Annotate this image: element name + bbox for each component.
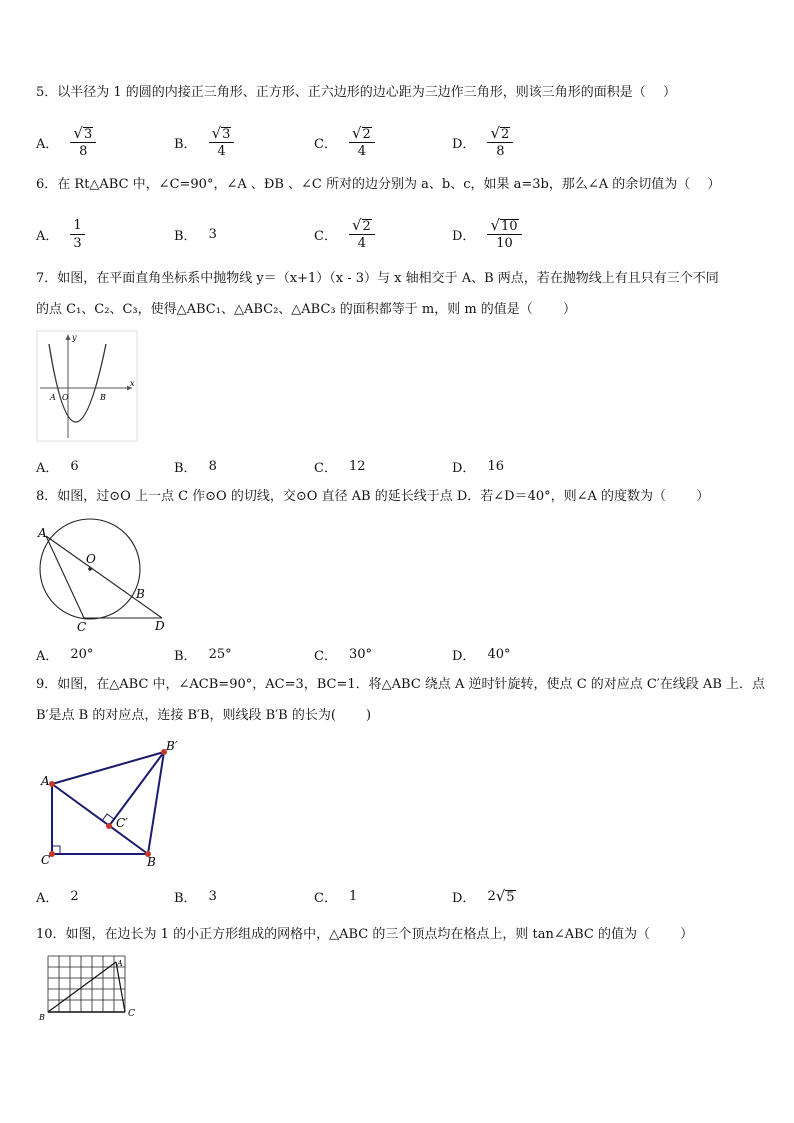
fraction: √ 2 8 (487, 126, 513, 159)
point-a (49, 781, 55, 787)
center-point (88, 567, 92, 571)
label-a: A (41, 774, 50, 788)
segment-b-prime-b (148, 752, 164, 854)
question-7-text-line1: 7．如图，在平面直角坐标系中抛物线 y＝（x+1）（x - 3）与 x 轴相交于 A、B 两点，若在抛物线上有且只有三个不同 (36, 271, 719, 286)
label-d: D (155, 619, 165, 633)
label-a: A (50, 393, 56, 402)
label-c: C (128, 1009, 135, 1019)
option-b[interactable]: B． 25° (174, 646, 232, 664)
question-9-options (36, 876, 756, 916)
label-c: C (77, 620, 87, 634)
label-y: y (72, 333, 77, 342)
option-b[interactable]: B． 8 (174, 458, 217, 476)
label-b: B (39, 1013, 45, 1022)
label-c: C (41, 853, 51, 867)
question-6-options (36, 214, 756, 254)
option-d[interactable]: D． √ 2 8 (452, 122, 513, 162)
label-b: B (136, 587, 145, 601)
option-c[interactable]: C． 12 (314, 458, 366, 476)
circle-tangent-figure (34, 518, 174, 636)
segment-ac (116, 962, 125, 1012)
question-8-options (36, 634, 756, 674)
option-c[interactable]: C． √ 2 4 (314, 122, 375, 162)
figure-frame (37, 331, 137, 441)
rotation-figure (36, 734, 186, 870)
label-b: B (100, 393, 106, 402)
question-8-text: 8．如图，过⊙O 上一点 C 作⊙O 的切线，交⊙O 直径 AB 的延长线于点 D．若∠D＝40°，则∠A 的度数为（ ） (36, 489, 710, 504)
label-b-prime: B′ (166, 739, 178, 753)
option-d[interactable]: D． 40° (452, 646, 511, 664)
fraction: √ 3 8 (70, 126, 96, 159)
fraction: √ 3 4 (209, 126, 235, 159)
option-d[interactable]: D． 16 (452, 458, 504, 476)
label-b: B (147, 855, 156, 869)
option-b[interactable]: B． 3 (174, 888, 217, 906)
question-6-text: 6．在 Rt△ABC 中，∠C=90°，∠A 、ÐB 、∠C 所对的边分别为 a、b、c，如果 a=3b，那么∠A 的余切值为（ ） (36, 177, 721, 192)
line-ad (46, 536, 162, 618)
radical: √ 5 (495, 886, 515, 905)
option-a[interactable]: A． 6 (36, 458, 79, 476)
label-o: O (86, 552, 96, 566)
question-9-text-line1: 9．如图，在△ABC 中，∠ACB=90°，AC=3，BC=1．将△ABC 绕点 A 逆时针旋转，使点 C 的对应点 C′在线段 AB 上．点 (36, 677, 766, 692)
fraction: √ 10 10 (487, 218, 521, 251)
segment-ab-prime (52, 752, 164, 784)
segment-ac (46, 536, 84, 618)
question-10-text: 10．如图，在边长为 1 的小正方形组成的网格中，△ABC 的三个顶点均在格点上，则 tan∠ABC 的值为（ ） (36, 927, 694, 942)
label-c-prime: C′ (116, 816, 128, 830)
question-9-text-line2: B′是点 B 的对应点，连接 B′B，则线段 B′B 的长为( ) (36, 708, 372, 723)
label-o: O (62, 393, 69, 402)
segment-ba (48, 962, 116, 1012)
parabola-figure (36, 330, 140, 442)
right-angle-c-prime (102, 814, 114, 821)
question-5-options (36, 122, 756, 162)
option-c[interactable]: C． √ 2 4 (314, 214, 375, 254)
option-c[interactable]: C． 1 (314, 888, 358, 906)
option-a[interactable]: A． $\frac{1}{3}$ (36, 214, 85, 254)
option-a[interactable]: A． 2 (36, 888, 79, 906)
option-c[interactable]: C． 30° (314, 646, 372, 664)
option-b[interactable]: B． √ 3 4 (174, 122, 234, 162)
question-5-text: 5．以半径为 1 的圆的内接正三角形、正方形、正六边形的边心距为三边作三角形，则该三角形的面积是（ ） (36, 85, 676, 100)
option-b[interactable]: B． 3 (174, 226, 217, 244)
fraction: √ 2 4 (349, 218, 375, 251)
fraction: √ 2 4 (349, 126, 375, 159)
label-a: A (38, 526, 47, 540)
point-c-prime (106, 823, 112, 829)
option-d[interactable]: D． 2 √ 5 (452, 886, 515, 906)
option-a[interactable]: A． √ 3 8 (36, 122, 96, 162)
fraction: $\frac{1}{3}$ (70, 218, 84, 251)
label-x: x (130, 379, 135, 388)
parabola-curve (49, 344, 106, 422)
question-7-text-line2: 的点 C₁、C₂、C₃，使得△ABC₁、△ABC₂、△ABC₃ 的面积都等于 m，则 m 的值是（ ） (36, 302, 576, 317)
y-axis-arrow (66, 334, 71, 340)
label-a: A (117, 959, 123, 968)
option-d[interactable]: D． √ 10 10 (452, 214, 522, 254)
grid-triangle-figure (36, 950, 144, 1034)
question-7-options (36, 446, 756, 486)
segment-b-prime-c-prime (109, 752, 164, 826)
option-a[interactable]: A． 20° (36, 646, 94, 664)
